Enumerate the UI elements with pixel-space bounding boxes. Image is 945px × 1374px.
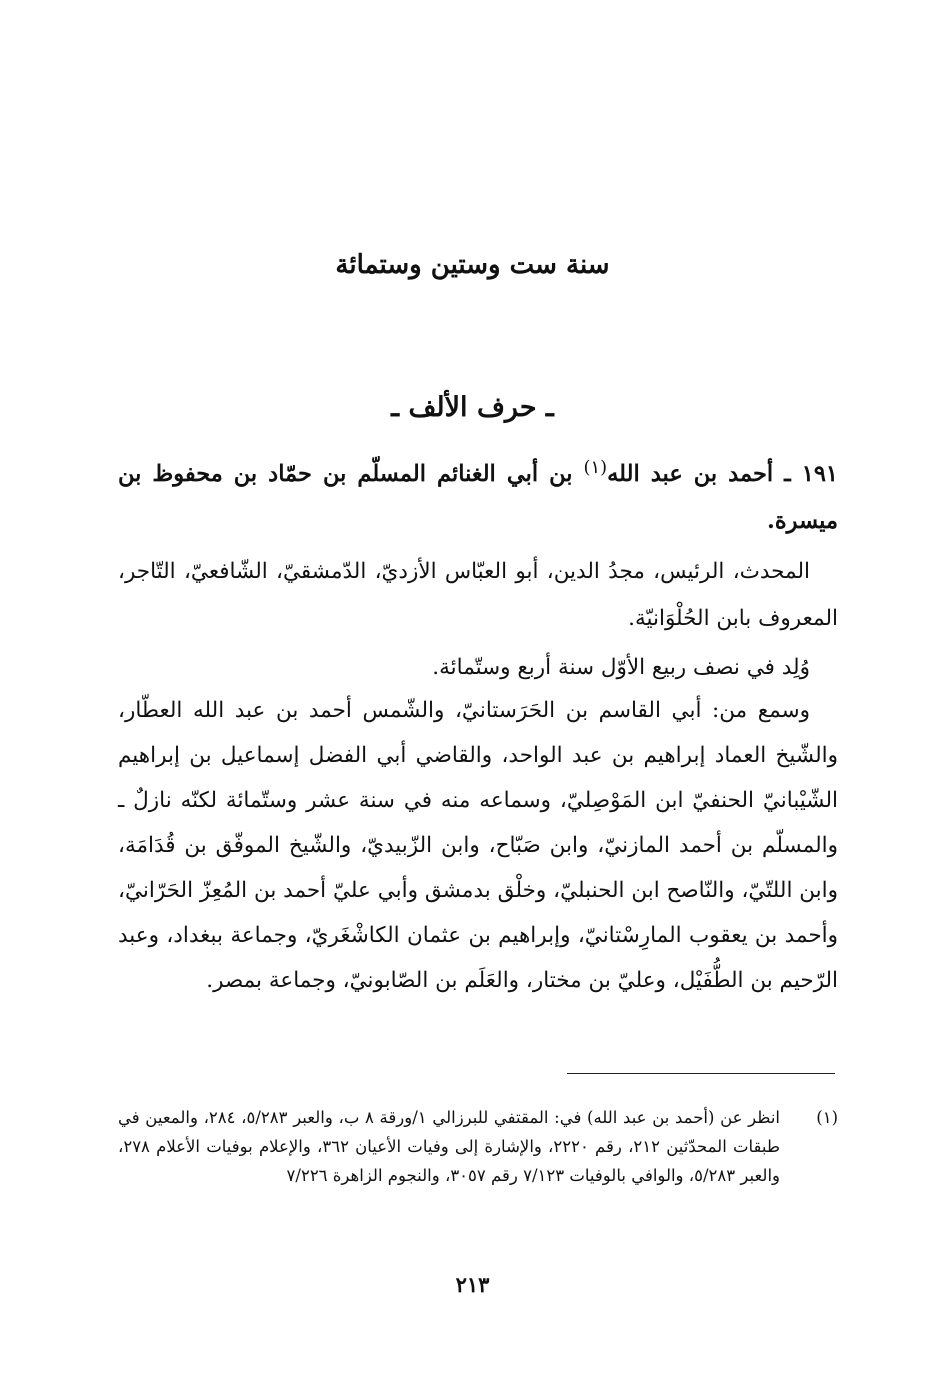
teachers-paragraph: وسمع من: أبي القاسم بن الحَرَستانيّ، والشّمس أحمد بن عبد الله العطّار، والشّيخ العماد إبراهيم بن عبد الواحد، والقاضي أبي الفضل إسماعيل بن إبراهيم الشّيْبانيّ الحنفيّ ابن المَوْصِليّ، وسماعه منه في سنة عشر وستّمائة لكنّه نازلٌ ـ والمسلّم بن أحمد المازنيّ، وابن صَبّاح، وابن الزّبيديّ، والشّيخ الموفّق بن قُدَامَة، وابن اللتّيّ، والنّاصح ابن الحنبليّ، وخلْق بدمشق وأبي عليّ أحمد بن المُعِزّ الحَرّانيّ، وأحمد بن يعقوب المارِسْتانيّ، وإبراهيم بن عثمان الكاشْغَريّ، وجماعة ببغداد، وعبد الرّحيم بن الطُّفَيْل، وعليّ بن مختار، والعَلَم بن الصّابونيّ، وجماعة بمصر. — [118, 698, 838, 993]
footnote-divider — [567, 1073, 835, 1074]
entry-name-part2: بن أبي الغنائم المسلّم بن حمّاد بن محفوظ بن ميسرة. — [118, 461, 838, 535]
description-paragraph: المحدث، الرئيس، مجدُ الدين، أبو العبّاس الأزديّ، الدّمشقيّ، الشّافعيّ، التّاجر، المعروف بابن الحُلْوَانيّة. — [118, 559, 838, 631]
footnote-marker: (١) — [583, 457, 608, 478]
footnote — [118, 1103, 838, 1190]
birth-paragraph: وُلِد في نصف ربيع الأوّل سنة أربع وستّمائة. — [432, 655, 810, 680]
footnote-text: انظر عن (أحمد بن عبد الله) في: المقتفي للبرزالي ١/ورقة ٨ ب، والعبر ٥/٢٨٣، ٢٨٤، والمعين في طبقات المحدّثين ٢١٢، رقم ٢٢٢٠، والإشارة إلى وفيات الأعيان ٣٦٢، والإعلام بوفيات الأعلام ٢٧٨، والعبر ٥/٢٨٣، والوافي بالوفيات ٧/١٢٣ رقم ٣٠٥٧، والنجوم الزاهرة ٧/٢٢٦ — [118, 1108, 781, 1185]
footnote-number: (١) — [816, 1108, 838, 1127]
year-heading: سنة ست وستين وستمائة — [335, 250, 610, 280]
section-heading: ـ حرف الألف ـ — [391, 392, 554, 423]
entry-name-part1: أحمد بن عبد الله — [607, 461, 774, 488]
biography-entry-heading — [118, 444, 838, 545]
page-number: ٢١٣ — [455, 1272, 490, 1297]
entry-number: ١٩١ ـ — [773, 461, 839, 488]
